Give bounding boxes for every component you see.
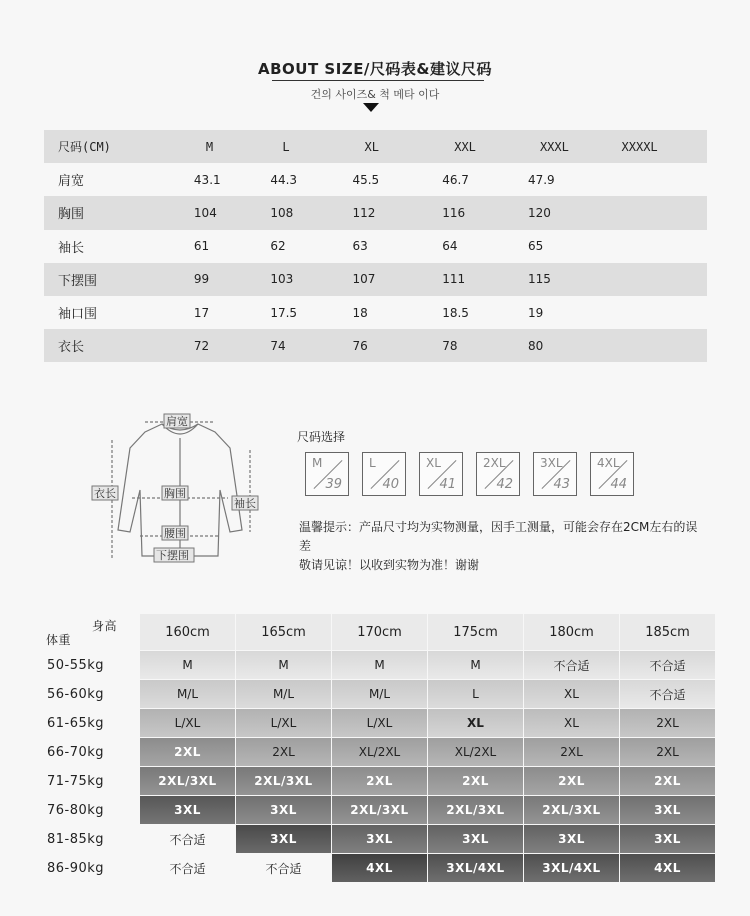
page-subtitle: 건의 사이즈& 척 메타 이다 (310, 88, 440, 101)
recommended-size: 2XL (619, 738, 715, 767)
recommended-size: 2XL/3XL (331, 796, 427, 825)
size-value: 74 (238, 329, 324, 362)
size-value: 107 (324, 263, 418, 296)
recommended-size: XL (523, 680, 619, 709)
size-value: 18.5 (418, 296, 516, 329)
size-value: 43.1 (152, 163, 238, 196)
row-label: 下摆围 (44, 263, 152, 296)
size-option[interactable] (590, 452, 634, 496)
size-value: 63 (324, 230, 418, 263)
size-value: 64 (418, 230, 516, 263)
size-value: 116 (418, 196, 516, 229)
size-value: 46.7 (418, 163, 516, 196)
recommended-size: XL/2XL (331, 738, 427, 767)
header-cell: L (238, 130, 324, 163)
size-option[interactable] (362, 452, 406, 496)
notice-line: 敬请见谅！以收到实物为准！谢谢 (299, 558, 480, 572)
size-value: 19 (516, 296, 614, 329)
size-letter: M (312, 456, 323, 470)
size-value (614, 263, 707, 296)
size-table-header (44, 130, 707, 163)
recommended-size: 3XL (619, 796, 715, 825)
header-cell: 尺码(CM) (44, 130, 152, 163)
recommended-size: 2XL (523, 767, 619, 796)
guide-row (44, 738, 715, 767)
diagram-label: 袖长 (234, 497, 256, 510)
guide-header-row (44, 614, 715, 651)
size-value: 44.3 (238, 163, 324, 196)
recommended-size: 4XL (619, 854, 715, 883)
size-value (614, 296, 707, 329)
guide-row (44, 651, 715, 680)
guide-row (44, 767, 715, 796)
size-value (614, 196, 707, 229)
size-table-row (44, 296, 707, 329)
header-cell: M (152, 130, 238, 163)
size-option[interactable] (305, 452, 349, 496)
recommended-size: 2XL (427, 767, 523, 796)
size-value: 65 (516, 230, 614, 263)
size-value: 78 (418, 329, 516, 362)
size-letter: 2XL (483, 456, 506, 470)
weight-cell: 86-90kg (44, 854, 139, 883)
recommended-size: 2XL (235, 738, 331, 767)
size-select-title: 尺码选择 (297, 430, 346, 444)
size-select-options (305, 452, 634, 496)
recommended-size: M (139, 651, 235, 680)
recommended-size: 4XL (331, 854, 427, 883)
size-letter: 4XL (597, 456, 620, 470)
header-cell: XL (324, 130, 418, 163)
diagram-label: 肩宽 (166, 415, 188, 428)
size-value: 47.9 (516, 163, 614, 196)
size-number: 42 (496, 477, 513, 492)
size-guide-table (44, 614, 715, 883)
recommended-size: 不合适 (235, 854, 331, 883)
notice-line: 温馨提示：产品尺寸均为实物测量，因手工测量，可能会存在2CM左右的误差 (299, 520, 698, 553)
weight-cell: 56-60kg (44, 680, 139, 709)
recommended-size: 2XL (619, 709, 715, 738)
guide-row (44, 825, 715, 854)
recommended-size: 2XL/3XL (235, 767, 331, 796)
diagram-label: 腰围 (164, 527, 186, 540)
recommended-size: 3XL (235, 825, 331, 854)
recommended-size: L/XL (139, 709, 235, 738)
size-value: 18 (324, 296, 418, 329)
height-header: 170cm (331, 614, 427, 651)
size-value: 72 (152, 329, 238, 362)
size-table-row (44, 230, 707, 263)
height-header: 185cm (619, 614, 715, 651)
height-header: 180cm (523, 614, 619, 651)
page-title: ABOUT SIZE/尺码表&建议尺码 (258, 60, 492, 78)
size-table-row (44, 163, 707, 196)
weight-cell: 76-80kg (44, 796, 139, 825)
size-option[interactable] (419, 452, 463, 496)
size-value: 104 (152, 196, 238, 229)
recommended-size: 2XL/3XL (523, 796, 619, 825)
recommended-size: 3XL (427, 825, 523, 854)
recommended-size: 不合适 (139, 854, 235, 883)
recommended-size: M (235, 651, 331, 680)
recommended-size: 2XL (619, 767, 715, 796)
guide-row (44, 854, 715, 883)
size-letter: L (369, 456, 376, 470)
size-letter: XL (426, 456, 441, 470)
size-option[interactable] (476, 452, 520, 496)
recommended-size: 2XL (139, 738, 235, 767)
weight-cell: 50-55kg (44, 651, 139, 680)
recommended-size: L/XL (235, 709, 331, 738)
guide-row (44, 709, 715, 738)
size-value: 112 (324, 196, 418, 229)
diagram-label: 下摆围 (156, 549, 189, 562)
header-cell: XXL (418, 130, 516, 163)
size-number: 44 (610, 477, 627, 492)
size-number: 39 (325, 477, 342, 492)
size-value (614, 230, 707, 263)
recommended-size: M/L (235, 680, 331, 709)
recommended-size: M (427, 651, 523, 680)
size-table-row (44, 329, 707, 362)
size-table-row (44, 263, 707, 296)
recommended-size: 3XL (139, 796, 235, 825)
guide-corner (44, 614, 139, 651)
height-label: 身高 (92, 619, 118, 633)
row-label: 袖长 (44, 230, 152, 263)
header-cell: XXXXL (614, 130, 707, 163)
recommended-size: M/L (331, 680, 427, 709)
height-header: 175cm (427, 614, 523, 651)
size-value: 108 (238, 196, 324, 229)
recommended-size: 3XL (619, 825, 715, 854)
recommended-size: 不合适 (619, 651, 715, 680)
recommended-size: XL (427, 709, 523, 738)
size-letter: 3XL (540, 456, 563, 470)
height-header: 165cm (235, 614, 331, 651)
guide-row (44, 796, 715, 825)
size-value: 103 (238, 263, 324, 296)
weight-cell: 81-85kg (44, 825, 139, 854)
size-value: 62 (238, 230, 324, 263)
recommended-size: 2XL (523, 738, 619, 767)
size-value: 120 (516, 196, 614, 229)
row-label: 衣长 (44, 329, 152, 362)
diagram-label: 胸围 (164, 487, 186, 500)
notice-text (299, 518, 699, 575)
size-number: 43 (553, 477, 570, 492)
recommended-size: L/XL (331, 709, 427, 738)
recommended-size: L (427, 680, 523, 709)
recommended-size: 2XL/3XL (139, 767, 235, 796)
height-header: 160cm (139, 614, 235, 651)
size-value: 99 (152, 263, 238, 296)
weight-label: 体重 (46, 633, 72, 647)
size-value (614, 163, 707, 196)
recommended-size: M/L (139, 680, 235, 709)
size-number: 41 (439, 477, 456, 492)
size-value: 61 (152, 230, 238, 263)
size-value: 17 (152, 296, 238, 329)
size-number: 40 (382, 477, 399, 492)
size-value: 111 (418, 263, 516, 296)
guide-row (44, 680, 715, 709)
recommended-size: 不合适 (139, 825, 235, 854)
recommended-size: 不合适 (523, 651, 619, 680)
recommended-size: 2XL/3XL (427, 796, 523, 825)
size-value: 115 (516, 263, 614, 296)
weight-cell: 66-70kg (44, 738, 139, 767)
size-value: 45.5 (324, 163, 418, 196)
title-underline (272, 80, 484, 81)
recommended-size: 2XL (331, 767, 427, 796)
size-value: 17.5 (238, 296, 324, 329)
recommended-size: M (331, 651, 427, 680)
size-value: 76 (324, 329, 418, 362)
size-option[interactable] (533, 452, 577, 496)
weight-cell: 61-65kg (44, 709, 139, 738)
row-label: 胸围 (44, 196, 152, 229)
recommended-size: XL (523, 709, 619, 738)
recommended-size: 3XL (523, 825, 619, 854)
recommended-size: 3XL (331, 825, 427, 854)
recommended-size: 3XL/4XL (427, 854, 523, 883)
shirt-diagram (90, 410, 270, 570)
recommended-size: 3XL/4XL (523, 854, 619, 883)
size-table (44, 130, 707, 362)
recommended-size: 不合适 (619, 680, 715, 709)
header-cell: XXXL (516, 130, 614, 163)
recommended-size: XL/2XL (427, 738, 523, 767)
down-triangle-icon (363, 103, 379, 112)
diagram-label: 衣长 (94, 487, 116, 500)
row-label: 袖口围 (44, 296, 152, 329)
recommended-size: 3XL (235, 796, 331, 825)
size-value: 80 (516, 329, 614, 362)
size-value (614, 329, 707, 362)
row-label: 肩宽 (44, 163, 152, 196)
weight-cell: 71-75kg (44, 767, 139, 796)
size-table-row (44, 196, 707, 229)
